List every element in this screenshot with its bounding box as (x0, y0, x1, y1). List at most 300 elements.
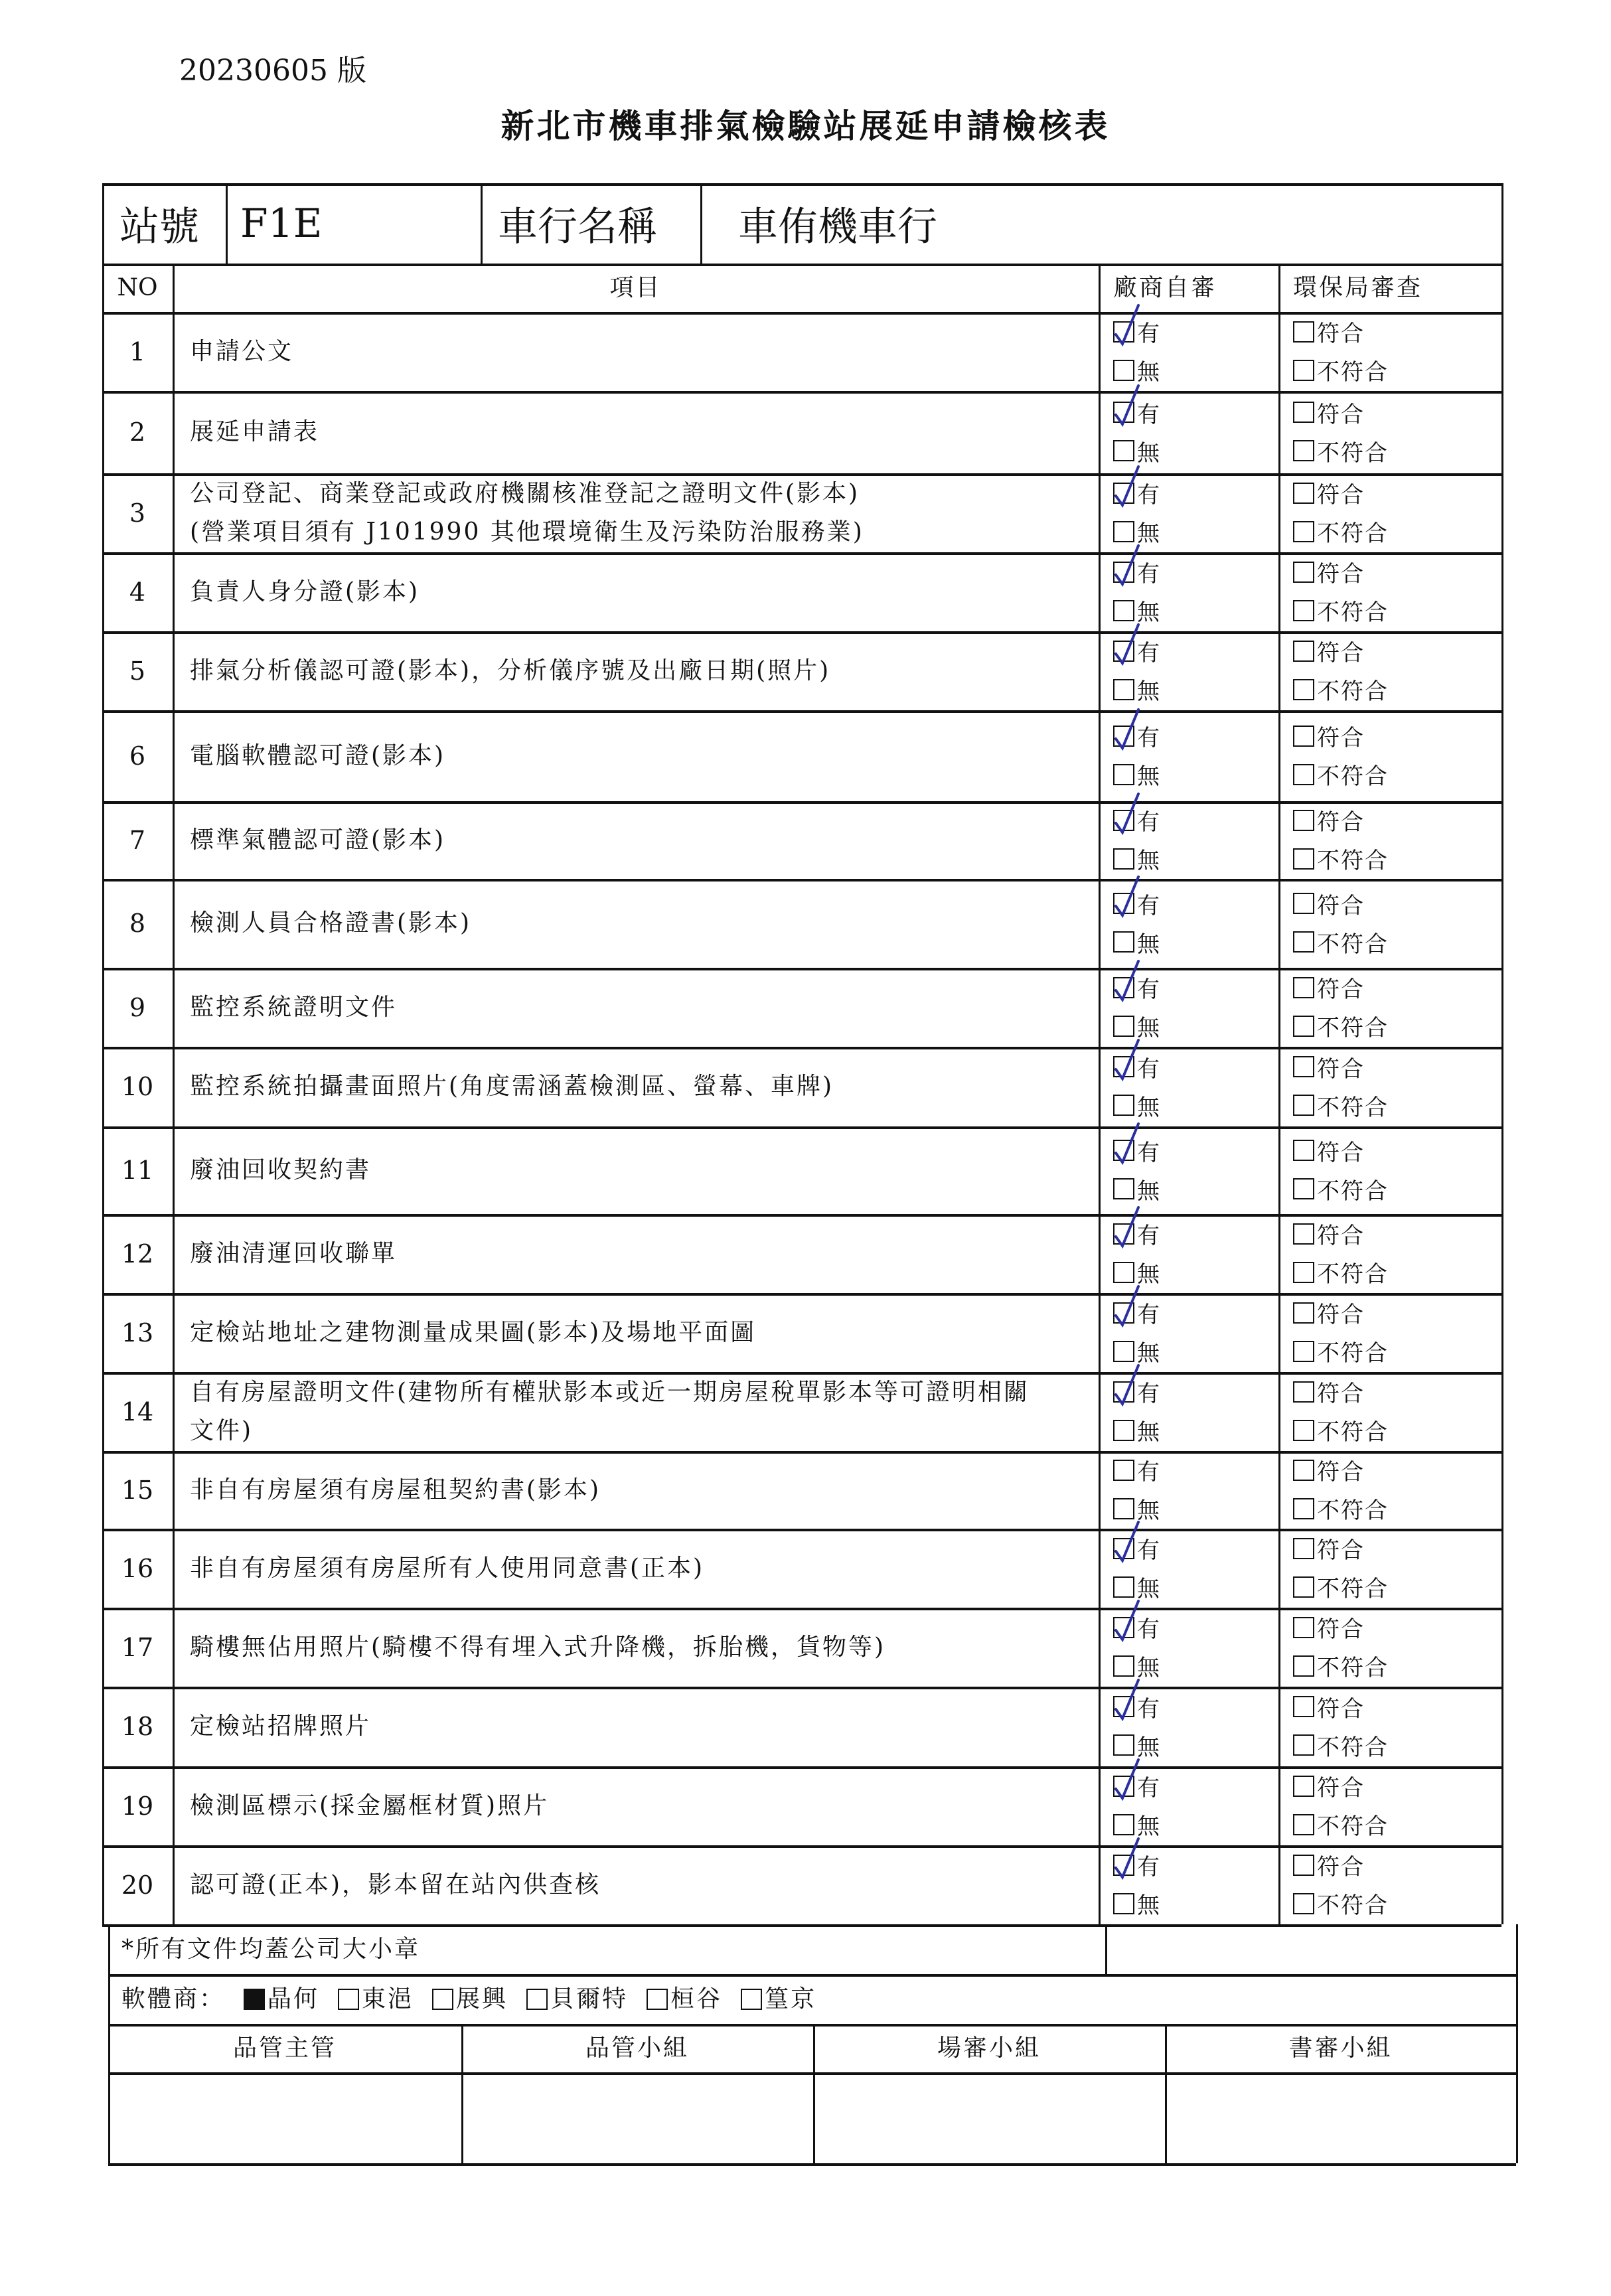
row-item (173, 1845, 1099, 1924)
checkbox-label: 有 (1137, 892, 1161, 919)
checkbox-label: 無 (1137, 1734, 1161, 1761)
checkbox-label: 有 (1137, 1139, 1161, 1166)
checkbox-icon[interactable] (1293, 562, 1314, 583)
checkbox-label: 符合 (1317, 1302, 1365, 1328)
epa-review-pass[interactable] (1293, 1847, 1365, 1884)
checkbox-icon[interactable] (1293, 679, 1314, 700)
row-number: 14 (121, 1397, 154, 1426)
checkbox-label: 不符合 (1317, 1813, 1389, 1840)
checkbox-label: 有 (1137, 1775, 1161, 1801)
checkbox-label: 有 (1137, 725, 1161, 751)
divider (700, 183, 702, 264)
checkbox-icon[interactable] (1293, 1576, 1314, 1598)
epa-review-pass[interactable] (1293, 885, 1365, 922)
checkbox-label: 無 (1137, 1094, 1161, 1121)
checkbox-label: 符合 (1317, 482, 1365, 508)
checkbox-icon[interactable] (1113, 1178, 1134, 1199)
checked-checkbox-icon[interactable] (1113, 1381, 1134, 1403)
item-text: 負責人身分證(影本) (190, 577, 420, 605)
divider (1501, 183, 1503, 1924)
epa-review-pass[interactable] (1293, 718, 1365, 755)
checkbox-label: 符合 (1317, 1616, 1365, 1643)
epa-review-fail[interactable] (1293, 1726, 1389, 1764)
row-item (173, 801, 1099, 879)
checkbox-label: 有 (1137, 1381, 1161, 1407)
checkbox-icon[interactable] (1293, 1734, 1314, 1756)
checked-checkbox-icon[interactable] (1113, 893, 1134, 914)
checkbox-label: 符合 (1317, 1055, 1365, 1083)
checkbox-label: 無 (1137, 1261, 1161, 1288)
vendor-option[interactable] (647, 1980, 722, 2019)
checkbox-icon[interactable] (1293, 1498, 1314, 1519)
item-text: 非自有房屋須有房屋租契約書(影本) (190, 1476, 601, 1503)
checkbox-label: 有 (1137, 640, 1161, 666)
software-label: 軟體商： (121, 1985, 226, 2013)
checkbox-label: 無 (1137, 678, 1161, 705)
self-check-yes[interactable] (1113, 1847, 1161, 1884)
epa-review-pass[interactable] (1293, 1294, 1365, 1332)
row-number: 16 (121, 1553, 154, 1583)
epa-review-pass[interactable] (1293, 1132, 1365, 1169)
self-check-no[interactable] (1113, 923, 1161, 960)
vendor-option[interactable] (244, 1980, 319, 2019)
checkbox-icon[interactable] (1293, 1056, 1314, 1077)
self-check-yes[interactable] (1113, 1215, 1161, 1253)
checkbox-label: 符合 (1317, 1854, 1365, 1880)
checkbox-icon[interactable] (1293, 1655, 1314, 1677)
checkbox-icon[interactable] (1113, 1655, 1134, 1677)
self-check-yes[interactable] (1113, 633, 1161, 670)
checkbox-icon[interactable] (1293, 1095, 1314, 1116)
self-check-no[interactable] (1113, 1412, 1161, 1449)
software-vendors (108, 1974, 816, 2024)
checkbox-icon[interactable] (1293, 360, 1314, 381)
checkbox-icon[interactable] (1113, 521, 1134, 542)
epa-review-fail[interactable] (1293, 1885, 1389, 1922)
checkbox-icon[interactable] (1113, 360, 1134, 381)
signature-header: 書審小組 (1288, 2034, 1393, 2062)
checkbox-icon[interactable] (1113, 1095, 1134, 1116)
row-number: 18 (121, 1712, 154, 1741)
self-check-yes[interactable] (1113, 969, 1161, 1006)
self-check-yes[interactable] (1113, 885, 1161, 922)
epa-review-fail[interactable] (1293, 1008, 1389, 1045)
checkbox-label: 不符合 (1317, 599, 1389, 626)
checkbox-icon[interactable] (1293, 600, 1314, 621)
self-check-no[interactable] (1113, 1087, 1161, 1124)
checkbox-icon[interactable] (1293, 1460, 1314, 1481)
checked-checkbox-icon[interactable] (1113, 1776, 1134, 1797)
epa-review-fail[interactable] (1293, 1170, 1389, 1207)
epa-review-fail[interactable] (1293, 1569, 1389, 1606)
epa-review-fail[interactable] (1293, 1806, 1389, 1843)
checkbox-icon[interactable] (1293, 1893, 1314, 1914)
divider (1105, 1924, 1107, 1974)
epa-review-pass[interactable] (1293, 1048, 1365, 1085)
checked-checkbox-icon[interactable] (1113, 1696, 1134, 1717)
divider (1278, 264, 1280, 1924)
row-item (173, 631, 1099, 710)
checkbox-label: 無 (1137, 1178, 1161, 1205)
epa-review-fail[interactable] (1293, 1333, 1389, 1370)
epa-review-pass[interactable] (1293, 1215, 1365, 1253)
divider (1099, 264, 1101, 1924)
self-check-yes[interactable] (1113, 1048, 1161, 1085)
row-item (173, 1766, 1099, 1845)
checkbox-icon[interactable] (1293, 1223, 1314, 1245)
checkbox-icon[interactable] (1293, 931, 1314, 953)
checkbox-label: 無 (1137, 1892, 1161, 1919)
item-text: 展延申請表 (190, 418, 320, 445)
checkbox-icon[interactable] (1293, 1302, 1314, 1324)
checkbox-label: 無 (1137, 439, 1161, 467)
checkbox-label: 無 (1137, 1576, 1161, 1602)
row-number: 17 (121, 1632, 154, 1662)
signature-field[interactable] (461, 2072, 813, 2163)
checked-checkbox-icon[interactable] (1113, 1538, 1134, 1559)
checkbox-label: 無 (1137, 599, 1161, 626)
checkbox-icon[interactable] (1293, 810, 1314, 831)
epa-review-pass[interactable] (1293, 1373, 1365, 1411)
self-check-yes[interactable] (1113, 802, 1161, 839)
row-item (173, 1293, 1099, 1372)
checkbox-icon[interactable] (1293, 1617, 1314, 1638)
column-header-no: NO (117, 274, 158, 301)
note-text: *所有文件均蓋公司大小章 (121, 1935, 421, 1963)
row-item (173, 1126, 1099, 1214)
item-text: 檢測區標示(採金屬框材質)照片 (190, 1792, 550, 1819)
item-text: 檢測人員合格證書(影本) (190, 909, 472, 937)
item-text: 文件) (190, 1416, 254, 1444)
item-text: 定檢站地址之建物測量成果圖(影本)及場地平面圖 (190, 1318, 757, 1346)
checkbox-label: 符合 (1317, 1775, 1365, 1801)
checkbox-label: 有 (1137, 1537, 1161, 1564)
signature-header: 場審小組 (937, 2034, 1041, 2062)
checkbox-label: 符合 (1317, 1459, 1365, 1486)
epa-review-pass[interactable] (1293, 1609, 1365, 1646)
checkbox-icon[interactable] (1293, 402, 1314, 423)
signature-field[interactable] (813, 2072, 1165, 2163)
checkbox-label: 不符合 (1317, 1094, 1389, 1121)
checkbox-label: 無 (1137, 1813, 1161, 1840)
checkbox-icon[interactable] (1293, 321, 1314, 343)
self-check-yes[interactable] (1113, 1688, 1161, 1725)
checkbox-icon[interactable] (1293, 1381, 1314, 1403)
row-item (173, 473, 1099, 552)
item-text: (營業項目須有 J101990 其他環境衛生及污染防治服務業) (190, 518, 864, 546)
self-check-yes[interactable] (1113, 1530, 1161, 1567)
self-check-no[interactable] (1113, 840, 1161, 878)
checkbox-label: 符合 (1317, 725, 1365, 751)
checkbox-label: 無 (1137, 1419, 1161, 1446)
epa-review-pass[interactable] (1293, 969, 1365, 1006)
checkbox-label: 不符合 (1317, 439, 1389, 467)
checkbox-icon[interactable] (1113, 1341, 1134, 1362)
checkbox-label: 不符合 (1317, 359, 1389, 386)
self-check-yes[interactable] (1113, 475, 1161, 512)
row-number: 20 (121, 1870, 154, 1900)
divider (108, 2163, 1516, 2166)
row-number: 2 (129, 418, 146, 447)
epa-review-pass[interactable] (1293, 1768, 1365, 1805)
row-number: 5 (129, 656, 146, 686)
signature-field[interactable] (1165, 2072, 1516, 2163)
checkbox-label: 有 (1137, 1055, 1161, 1083)
vendor-name: 貝爾特 (550, 1985, 629, 2013)
checkbox-label: 不符合 (1317, 1419, 1389, 1446)
checkbox-icon[interactable] (1293, 521, 1314, 542)
row-number: 8 (129, 909, 146, 938)
epa-review-fail[interactable] (1293, 756, 1389, 793)
checkbox-label: 符合 (1317, 1695, 1365, 1722)
row-item (173, 968, 1099, 1047)
self-check-yes[interactable] (1113, 554, 1161, 591)
checkbox-label: 不符合 (1317, 1015, 1389, 1041)
checkbox-icon[interactable] (1113, 1734, 1134, 1756)
row-item (173, 710, 1099, 801)
checkbox-icon[interactable] (1293, 1140, 1314, 1161)
vendor-option[interactable] (338, 1980, 414, 2019)
checkbox-icon[interactable] (1113, 1016, 1134, 1037)
epa-review-fail[interactable] (1293, 513, 1389, 550)
version-label: 20230605 版 (179, 54, 366, 88)
checkbox-icon[interactable] (1113, 931, 1134, 953)
checkbox-label: 不符合 (1317, 1497, 1389, 1524)
checked-checkbox-icon[interactable] (1113, 641, 1134, 662)
checkbox-icon[interactable] (1113, 1498, 1134, 1519)
checkbox-icon[interactable] (1293, 1538, 1314, 1559)
self-check-yes[interactable] (1113, 1132, 1161, 1169)
checkbox-icon[interactable] (1113, 600, 1134, 621)
checkbox-label: 不符合 (1317, 1340, 1389, 1367)
epa-review-fail[interactable] (1293, 1087, 1389, 1124)
checkbox-label: 有 (1137, 976, 1161, 1003)
checkbox-icon[interactable] (1113, 1262, 1134, 1283)
checked-checkbox-icon[interactable] (1113, 726, 1134, 747)
checkbox-label: 不符合 (1317, 1261, 1389, 1288)
checked-checkbox-icon[interactable] (1113, 977, 1134, 998)
epa-review-pass[interactable] (1293, 802, 1365, 839)
checkbox-label: 不符合 (1317, 1178, 1389, 1205)
item-text: 廢油回收契約書 (190, 1156, 372, 1184)
row-item (173, 391, 1099, 473)
checkbox-label: 有 (1137, 321, 1161, 347)
checkbox-label: 符合 (1317, 640, 1365, 666)
vendor-name: 展興 (456, 1985, 508, 2013)
checkbox-label: 有 (1137, 401, 1161, 428)
vendor-option[interactable] (741, 1980, 816, 2019)
item-text: 監控系統證明文件 (190, 993, 398, 1021)
item-text: 廢油清運回收聯單 (190, 1239, 398, 1267)
checked-checkbox-icon[interactable] (1113, 1617, 1134, 1638)
checkbox-icon[interactable] (1293, 764, 1314, 785)
checkbox-icon[interactable] (1293, 893, 1314, 914)
item-text: 電腦軟體認可證(影本) (190, 741, 446, 769)
checked-checkbox-icon[interactable] (1113, 1140, 1134, 1161)
checkbox-icon[interactable] (1113, 679, 1134, 700)
checked-checkbox-icon[interactable] (1113, 562, 1134, 583)
checkbox-label: 無 (1137, 520, 1161, 547)
checked-checkbox-icon[interactable] (1113, 1855, 1134, 1876)
checkbox-label: 符合 (1317, 561, 1365, 587)
epa-review-pass[interactable] (1293, 394, 1365, 431)
checkbox-icon[interactable] (741, 1989, 762, 2010)
station-value: F1E (240, 200, 323, 247)
divider (108, 2072, 1516, 2075)
self-check-yes[interactable] (1113, 313, 1161, 350)
row-number: 6 (129, 741, 146, 771)
self-check-no[interactable] (1113, 1170, 1161, 1207)
epa-review-fail[interactable] (1293, 432, 1389, 469)
self-check-yes[interactable] (1113, 1768, 1161, 1805)
checked-checkbox-icon[interactable] (1113, 1302, 1134, 1324)
checkbox-label: 符合 (1317, 1139, 1365, 1166)
checkbox-label: 有 (1137, 482, 1161, 508)
checkbox-icon[interactable] (1113, 848, 1134, 870)
signature-header: 品管小組 (585, 2034, 689, 2062)
checkbox-icon[interactable] (1113, 1460, 1134, 1481)
self-check-yes[interactable] (1113, 718, 1161, 755)
checkbox-label: 無 (1137, 1015, 1161, 1041)
vendor-name: 桓谷 (670, 1985, 723, 2013)
checkbox-icon[interactable] (1293, 1776, 1314, 1797)
row-number: 12 (121, 1239, 154, 1268)
checkbox-icon[interactable] (1113, 764, 1134, 785)
checkbox-icon[interactable] (1293, 1814, 1314, 1835)
checked-checkbox-icon[interactable] (1113, 1223, 1134, 1245)
checkbox-icon[interactable] (1113, 1576, 1134, 1598)
checkbox-icon[interactable] (1293, 726, 1314, 747)
checkbox-icon[interactable] (526, 1989, 548, 2010)
item-text: 監控系統拍攝畫面照片(角度需涵蓋檢測區、螢幕、車牌) (190, 1073, 834, 1100)
row-number: 7 (129, 825, 146, 855)
epa-review-fail[interactable] (1293, 1490, 1389, 1527)
checkbox-icon[interactable] (338, 1989, 359, 2010)
checkbox-label: 無 (1137, 1655, 1161, 1681)
checkbox-label: 不符合 (1317, 763, 1389, 790)
checkbox-icon[interactable] (1293, 1016, 1314, 1037)
self-check-yes[interactable] (1113, 1609, 1161, 1646)
checkbox-icon[interactable] (1113, 1420, 1134, 1441)
self-check-yes[interactable] (1113, 394, 1161, 431)
checked-checkbox-icon[interactable] (1113, 810, 1134, 831)
checked-checkbox-icon[interactable] (1113, 483, 1134, 504)
row-item (173, 1608, 1099, 1687)
vendor-option[interactable] (432, 1980, 508, 2019)
vendor-name: 篁京 (765, 1985, 817, 2013)
self-check-no[interactable] (1113, 1885, 1161, 1922)
checkbox-icon[interactable] (432, 1989, 453, 2010)
checkbox-label: 符合 (1317, 1381, 1365, 1407)
checkbox-label: 有 (1137, 1223, 1161, 1249)
row-item (173, 312, 1099, 391)
checkbox-label: 符合 (1317, 1537, 1365, 1564)
checkbox-icon[interactable] (647, 1989, 668, 2010)
checkbox-label: 不符合 (1317, 520, 1389, 547)
checkbox-label: 有 (1137, 561, 1161, 587)
item-text: 定檢站招牌照片 (190, 1713, 372, 1740)
checkbox-icon[interactable] (1293, 1420, 1314, 1441)
self-check-yes[interactable] (1113, 1294, 1161, 1332)
row-item (173, 1529, 1099, 1608)
checkbox-label: 不符合 (1317, 1576, 1389, 1602)
vendor-option[interactable] (526, 1980, 628, 2019)
checkbox-icon[interactable] (1293, 848, 1314, 870)
checkbox-label: 不符合 (1317, 1892, 1389, 1919)
row-number: 11 (121, 1156, 154, 1185)
epa-review-fail[interactable] (1293, 671, 1389, 708)
item-text: 非自有房屋須有房屋所有人使用同意書(正本) (190, 1554, 705, 1582)
checkbox-label: 不符合 (1317, 678, 1389, 705)
epa-review-fail[interactable] (1293, 592, 1389, 629)
checkbox-icon[interactable] (1293, 1696, 1314, 1717)
item-text: 公司登記、商業登記或政府機關核准登記之證明文件(影本) (190, 479, 860, 507)
row-number: 15 (121, 1475, 154, 1505)
checked-checkbox-icon[interactable] (1113, 1056, 1134, 1077)
divider (1516, 1924, 1518, 2163)
item-text: 申請公文 (190, 337, 294, 365)
checkbox-icon[interactable] (1113, 440, 1134, 461)
row-item (173, 1687, 1099, 1766)
checkbox-icon[interactable] (1113, 1814, 1134, 1835)
epa-review-pass[interactable] (1293, 1452, 1365, 1489)
epa-review-fail[interactable] (1293, 352, 1389, 389)
checkbox-icon[interactable] (1293, 1178, 1314, 1199)
checked-checkbox-icon[interactable] (1113, 321, 1134, 343)
epa-review-pass[interactable] (1293, 313, 1365, 350)
checkbox-icon[interactable] (1293, 440, 1314, 461)
checked-checkbox-icon[interactable] (244, 1989, 265, 2010)
row-item (173, 552, 1099, 631)
checkbox-icon[interactable] (1293, 1341, 1314, 1362)
station-label: 站號 (119, 203, 199, 250)
row-number: 10 (121, 1072, 154, 1101)
epa-review-fail[interactable] (1293, 1412, 1389, 1449)
epa-review-pass[interactable] (1293, 1530, 1365, 1567)
self-check-yes[interactable] (1113, 1452, 1161, 1489)
self-check-yes[interactable] (1113, 1373, 1161, 1411)
epa-review-pass[interactable] (1293, 633, 1365, 670)
epa-review-fail[interactable] (1293, 923, 1389, 960)
item-text: 騎樓無佔用照片(騎樓不得有埋入式升降機，拆胎機，貨物等) (190, 1633, 886, 1661)
checkbox-label: 符合 (1317, 976, 1365, 1003)
checkbox-icon[interactable] (1293, 483, 1314, 504)
checkbox-icon[interactable] (1293, 1262, 1314, 1283)
epa-review-fail[interactable] (1293, 1647, 1389, 1685)
checkbox-icon[interactable] (1293, 1855, 1314, 1876)
item-text: 排氣分析儀認可證(影本)，分析儀序號及出廠日期(照片) (190, 656, 831, 684)
epa-review-fail[interactable] (1293, 1254, 1389, 1291)
column-header-item: 項目 (609, 273, 662, 301)
checkbox-icon[interactable] (1293, 977, 1314, 998)
row-number: 9 (129, 992, 146, 1022)
signature-field[interactable] (108, 2072, 461, 2163)
item-text: 自有房屋證明文件(建物所有權狀影本或近一期房屋稅單影本等可證明相關 (190, 1378, 1030, 1406)
row-item (173, 1214, 1099, 1293)
checkbox-label: 不符合 (1317, 848, 1389, 874)
checkbox-icon[interactable] (1293, 641, 1314, 662)
checked-checkbox-icon[interactable] (1113, 402, 1134, 423)
checkbox-label: 無 (1137, 763, 1161, 790)
epa-review-pass[interactable] (1293, 475, 1365, 512)
epa-review-pass[interactable] (1293, 1688, 1365, 1725)
checkbox-icon[interactable] (1113, 1893, 1134, 1914)
epa-review-pass[interactable] (1293, 554, 1365, 591)
page-title: 新北市機車排氣檢驗站展延申請檢核表 (500, 106, 1111, 145)
self-check-no[interactable] (1113, 671, 1161, 708)
self-check-no[interactable] (1113, 756, 1161, 793)
epa-review-fail[interactable] (1293, 840, 1389, 878)
